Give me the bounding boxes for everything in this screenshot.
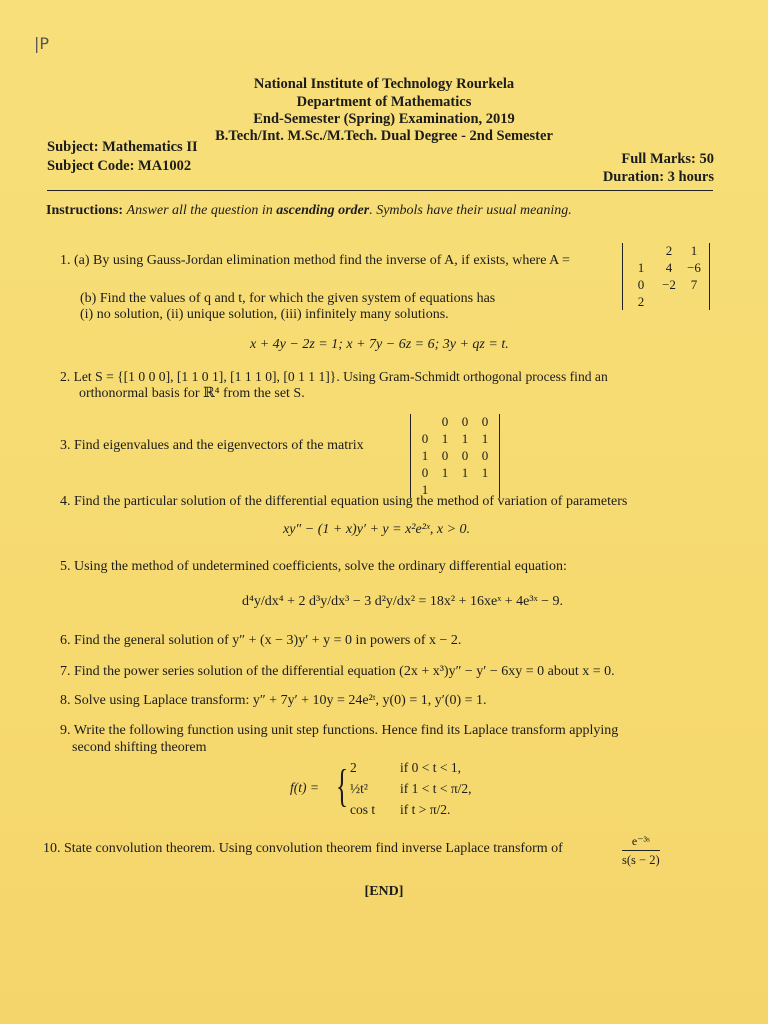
instructions-text-b: ascending order (276, 203, 370, 218)
matrix-b-cell: 0 (421, 465, 429, 480)
piecewise-function-name: f(t) = (290, 780, 319, 795)
duration: Duration: 3 hours (602, 169, 714, 185)
question-1b-line2: (i) no solution, (ii) unique solution, (iii) infinitely many solutions. (80, 307, 449, 322)
matrix-b-cell: 1 (441, 431, 449, 446)
matrix-b-cell: 1 (481, 465, 489, 480)
question-9-line1: 9. Write the following function using unit step functions. Hence find its Laplace transform applying (60, 723, 619, 738)
piece-2-value: ½t² (350, 781, 368, 796)
piece-3-condition: if t > π/2. (400, 802, 451, 817)
matrix-b-cell: 0 (481, 414, 489, 429)
matrix-a-cell: −6 (687, 260, 701, 275)
piece-1-value: 2 (350, 760, 357, 775)
instructions-text-c: . Symbols have their usual meaning. (369, 203, 572, 218)
exam-title: End-Semester (Spring) Examination, 2019 (253, 111, 515, 127)
end-marker: [END] (364, 884, 404, 899)
question-3: 3. Find eigenvalues and the eigenvectors of the matrix (60, 438, 364, 453)
matrix-b-cell: 1 (441, 465, 449, 480)
subject-code: Subject Code: MA1002 (47, 158, 192, 174)
question-5: 5. Using the method of undetermined coefficients, solve the ordinary differential equation: (60, 559, 567, 574)
question-7: 7. Find the power series solution of the differential equation (2x + x³)y″ − y′ − 6xy = 0 about x = 0. (60, 664, 615, 679)
question-4-equation: xy″ − (1 + x)y′ + y = x²e²ˣ, x > 0. (283, 522, 471, 537)
question-1b-line1: (b) Find the values of q and t, for which the given system of equations has (80, 291, 496, 306)
fraction-denominator: s(s − 2) (622, 853, 660, 867)
matrix-b-cell: 0 (441, 414, 449, 429)
matrix-b-cell: 0 (421, 431, 429, 446)
question-8: 8. Solve using Laplace transform: y″ + 7y′ + 10y = 24e²ᵗ, y(0) = 1, y′(0) = 1. (60, 693, 487, 708)
question-1b-equations: x + 4y − 2z = 1; x + 7y − 6z = 6; 3y + qz = t. (250, 337, 509, 352)
matrix-a-cell: 2 (665, 243, 673, 258)
piece-3-value: cos t (350, 802, 376, 817)
piecewise-brace: { (336, 760, 349, 811)
piece-2-condition: if 1 < t < π/2, (400, 781, 472, 796)
instructions (46, 203, 572, 219)
question-9-line2: second shifting theorem (72, 740, 207, 755)
subject-name: Subject: Mathematics II (47, 139, 198, 155)
matrix-a-cell: 1 (637, 260, 645, 275)
question-10-fraction (622, 832, 660, 869)
matrix-a (622, 243, 710, 310)
matrix-a-cell: 1 (690, 243, 698, 258)
department-name: Department of Mathematics (296, 94, 472, 110)
matrix-a-cell: −2 (662, 277, 676, 292)
matrix-a-cell: 4 (665, 260, 673, 275)
matrix-b-cell: 1 (481, 431, 489, 446)
header-divider (47, 190, 713, 191)
question-1a: 1. (a) By using Gauss-Jordan elimination method find the inverse of A, if exists, where A = (60, 253, 570, 268)
matrix-b-cell: 0 (481, 448, 489, 463)
matrix-b-cell: 1 (461, 465, 469, 480)
matrix-b-cell: 1 (461, 431, 469, 446)
program-title: B.Tech/Int. M.Sc./M.Tech. Dual Degree - 2nd Semester (215, 128, 553, 144)
matrix-b-cell: 0 (461, 448, 469, 463)
handwritten-mark: |P (34, 34, 50, 53)
matrix-a-cell: 7 (690, 277, 698, 292)
matrix-a-cell: 0 (637, 277, 645, 292)
question-2-line2: orthonormal basis for ℝ⁴ from the set S. (79, 386, 305, 401)
full-marks: Full Marks: 50 (621, 151, 714, 167)
question-10: 10. State convolution theorem. Using convolution theorem find inverse Laplace transform of (43, 841, 563, 856)
question-5-equation: d⁴y/dx⁴ + 2 d³y/dx³ − 3 d²y/dx² = 18x² + 16xeˣ + 4e³ˣ − 9. (242, 594, 564, 609)
matrix-b (410, 414, 500, 498)
matrix-b-cell: 1 (421, 448, 429, 463)
matrix-b-cell: 0 (461, 414, 469, 429)
instructions-label: Instructions: (46, 203, 124, 218)
matrix-b-cell: 0 (441, 448, 449, 463)
instructions-text-a: Answer all the question in (126, 203, 273, 218)
matrix-a-cell: 2 (637, 294, 645, 309)
question-6: 6. Find the general solution of y″ + (x − 3)y′ + y = 0 in powers of x − 2. (60, 633, 462, 648)
institute-name: National Institute of Technology Rourkela (253, 76, 515, 92)
piece-1-condition: if 0 < t < 1, (400, 760, 461, 775)
matrix-b-cell: 1 (421, 482, 429, 497)
fraction-numerator: e⁻³ˢ (622, 832, 660, 851)
question-4: 4. Find the particular solution of the differential equation using the method of variation of parameters (60, 494, 628, 509)
question-2-line1: 2. Let S = {[1 0 0 0], [1 1 0 1], [1 1 1 0], [0 1 1 1]}. Using Gram-Schmidt orthogonal process find an (60, 369, 608, 384)
